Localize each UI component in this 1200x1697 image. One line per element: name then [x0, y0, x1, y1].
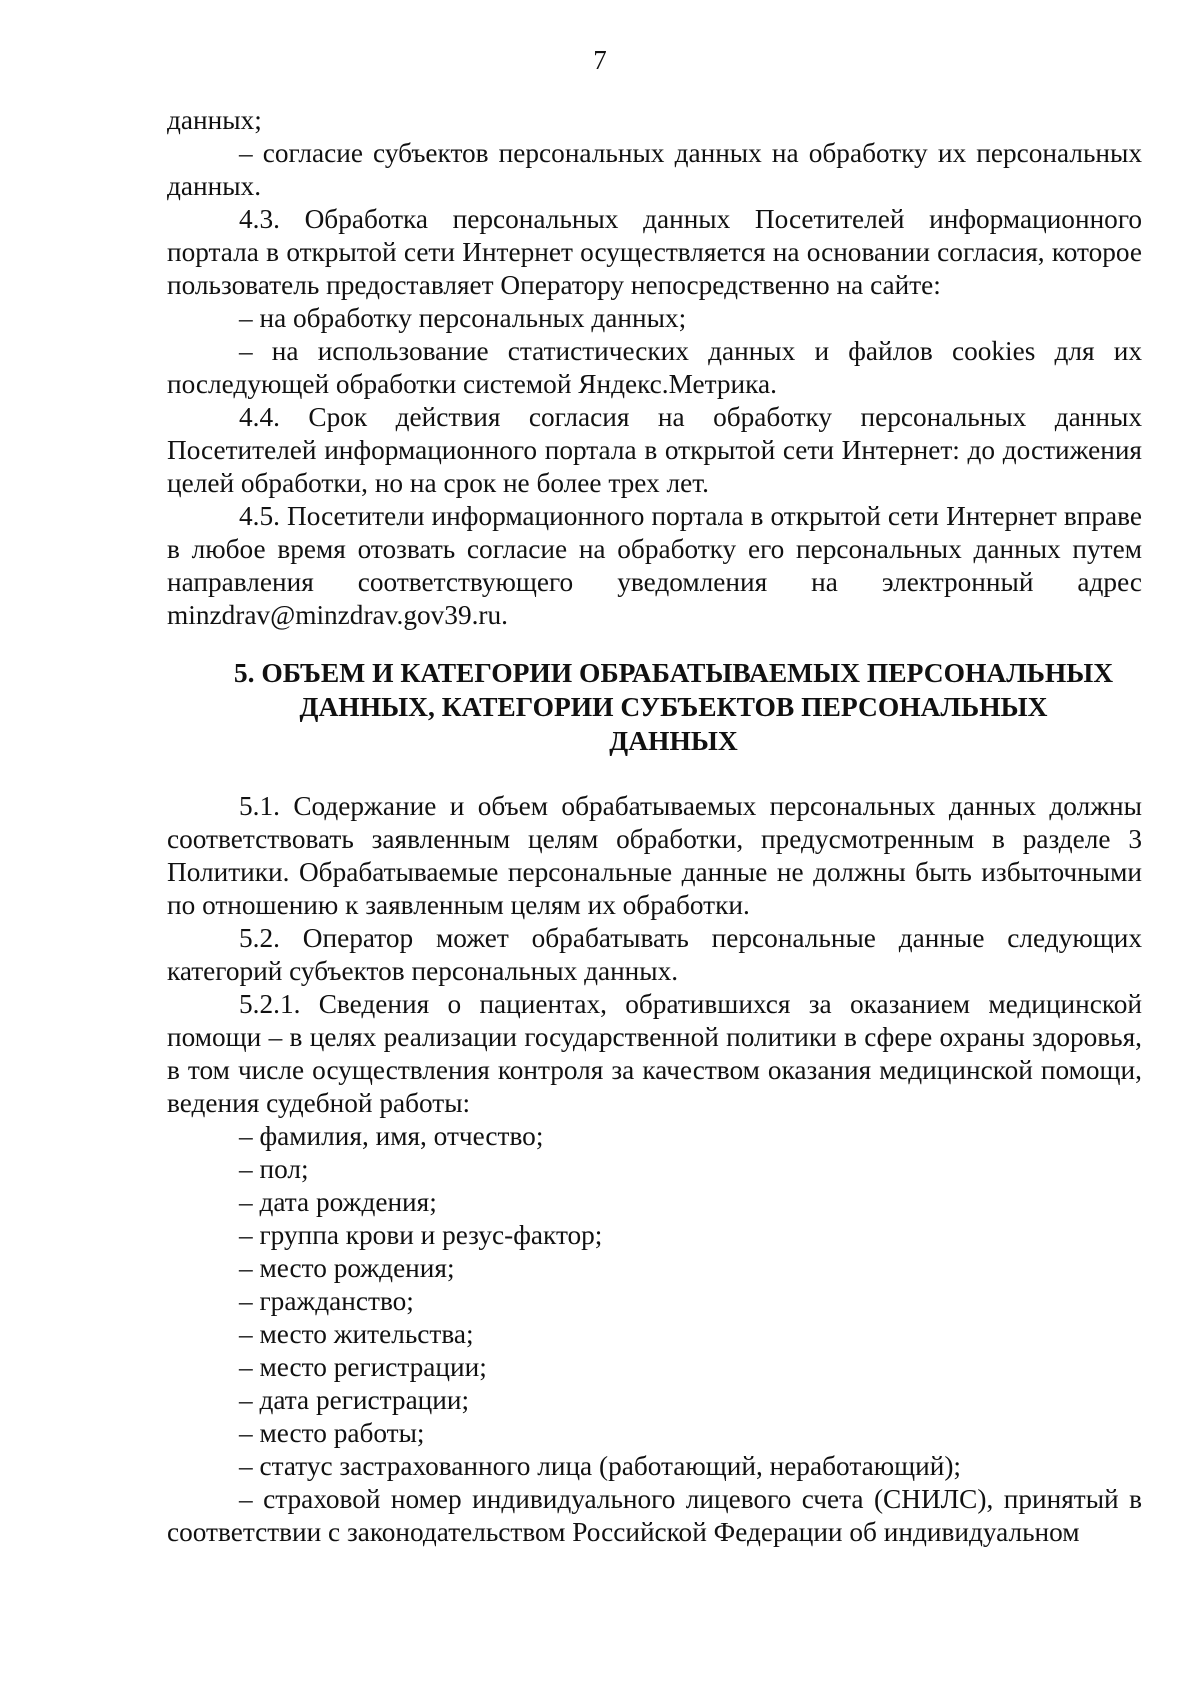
list-item: – пол;	[239, 1154, 309, 1184]
list-item: – гражданство;	[239, 1286, 414, 1316]
list-item: – место работы;	[239, 1418, 425, 1448]
paragraph-4-5: 4.5. Посетители информационного портала в открытой сети Интернет вправе в любое время отозвать согласие на обработку его персональных данных путем направления соответствующего уведомления на электронный адрес minzdrav@minzdrav.gov39.ru.	[167, 501, 1142, 630]
consent-list-item: – на использование статистических данных и файлов cookies для их последующей обработки системой Яндекс.Метрика.	[167, 336, 1142, 399]
list-item: – фамилия, имя, отчество;	[239, 1121, 544, 1151]
consent-list-item: – на обработку персональных данных;	[239, 303, 687, 333]
paragraph-5-1: 5.1. Содержание и объем обрабатываемых персональных данных должны соответствовать заявленным целям обработки, предусмотренным в разделе 3 Политики. Обрабатываемые персональные данные не должны быть избыточными по отношению к заявленным целям их обработки.	[167, 791, 1142, 920]
list-item: – место жительства;	[239, 1319, 474, 1349]
continuation-line: данных;	[167, 105, 262, 135]
section-5-heading	[167, 656, 1142, 758]
page-number: 7	[593, 45, 607, 75]
paragraph-5-2-1: 5.2.1. Сведения о пациентах, обратившихся за оказанием медицинской помощи – в целях реализации государственной политики в сфере охраны здоровья, в том числе осуществления контроля за качеством оказания медицинской помощи, ведения судебной работы:	[167, 989, 1142, 1118]
list-item: – место регистрации;	[239, 1352, 487, 1382]
personal-data-list	[167, 1120, 1142, 1483]
consent-item: – согласие субъектов персональных данных на обработку их персональных данных.	[167, 138, 1142, 201]
document-body	[167, 104, 1142, 1549]
list-item: – дата рождения;	[239, 1187, 437, 1217]
paragraph-5-2: 5.2. Оператор может обрабатывать персональные данные следующих категорий субъектов персональных данных.	[167, 923, 1142, 986]
list-item: – дата регистрации;	[239, 1385, 470, 1415]
list-item: – группа крови и резус-фактор;	[239, 1220, 603, 1250]
list-item: – статус застрахованного лица (работающий, неработающий);	[239, 1451, 962, 1481]
list-item: – место рождения;	[239, 1253, 455, 1283]
heading-line: ДАННЫХ	[609, 725, 738, 756]
paragraph-4-4: 4.4. Срок действия согласия на обработку персональных данных Посетителей информационного портала в открытой сети Интернет: до достижения целей обработки, но на срок не более трех лет.	[167, 402, 1142, 498]
snils-item: – страховой номер индивидуального лицевого счета (СНИЛС), принятый в соответствии с законодательством Российской Федерации об индивидуальном	[167, 1484, 1142, 1547]
heading-line: ДАННЫХ, КАТЕГОРИИ СУБЪЕКТОВ ПЕРСОНАЛЬНЫХ	[299, 691, 1048, 722]
paragraph-4-3: 4.3. Обработка персональных данных Посетителей информационного портала в открытой сети Интернет осуществляется на основании согласия, которое пользователь предоставляет Оператору непосредственно на сайте:	[167, 204, 1142, 300]
heading-line: 5. ОБЪЕМ И КАТЕГОРИИ ОБРАБАТЫВАЕМЫХ ПЕРСОНАЛЬНЫХ	[233, 657, 1114, 688]
